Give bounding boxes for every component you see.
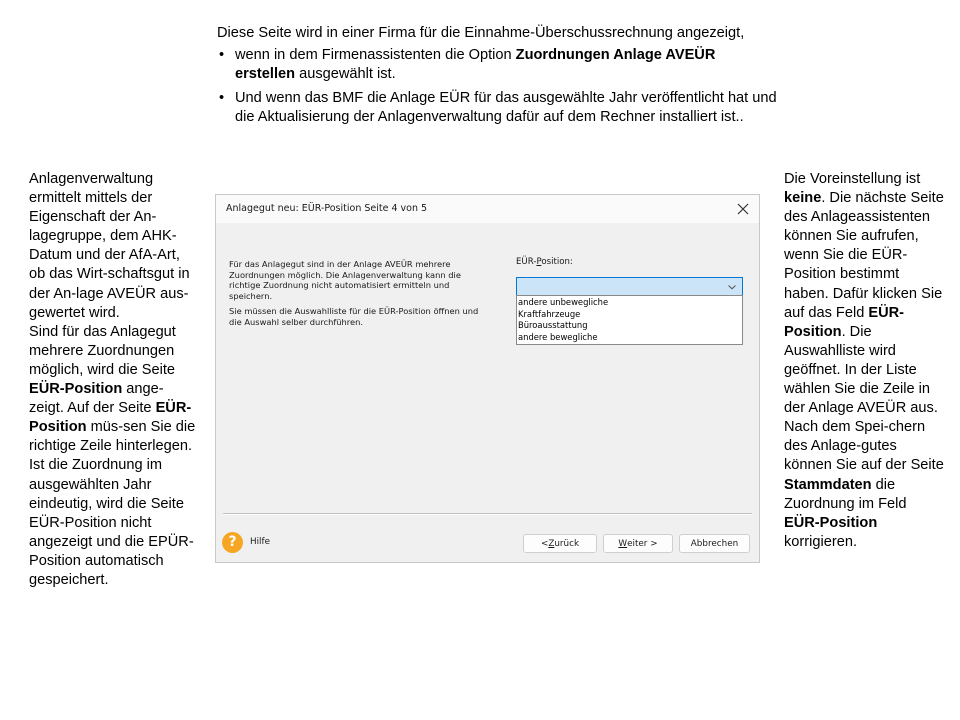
eur-position-label: [516, 257, 573, 267]
eur-position-dropdown-list: [516, 295, 743, 345]
right-note-bold: EÜR-Position: [784, 514, 878, 531]
right-note-bold: keine: [784, 190, 822, 207]
right-note-bold: Stammdaten: [784, 476, 872, 493]
left-note-bold: EÜR-Position: [29, 381, 123, 398]
footer-separator: [223, 513, 752, 515]
intro-bullet-list: [217, 46, 777, 127]
right-note: [784, 170, 944, 552]
bullet-icon: •: [219, 90, 225, 106]
bullet-1-option-name: Zuordnungen Anlage AVEÜR erstellen: [235, 47, 716, 82]
back-button[interactable]: [523, 534, 597, 553]
bullet-1-text-pre: wenn in dem Firmenassistenten die Option: [235, 47, 516, 63]
dialog-title: Anlagegut neu: EÜR-Position Seite 4 von 5: [226, 203, 428, 214]
dialog-description: [229, 259, 489, 333]
right-note-text: . Die Auswahlliste wird geöffnet. In der Liste wählen Sie die Zeile in der Anlage AVEÜR aus.: [784, 323, 938, 417]
bullet-2-text: Und wenn das BMF die Anlage EÜR für das ausgewählte Jahr veröffentlicht hat und die Aktualisierung der Anlagenverwaltung dafür auf dem Rechner installiert ist..: [235, 90, 777, 125]
dropdown-option[interactable]: andere bewegliche: [518, 332, 598, 343]
dropdown-option[interactable]: Kraftfahrzeuge: [518, 308, 581, 319]
right-note-p2: [784, 418, 944, 552]
chevron-down-icon: [727, 282, 737, 292]
intro-bullet-2: [217, 89, 777, 127]
dropdown-option[interactable]: Büroausstattung: [518, 320, 588, 331]
help-link[interactable]: [222, 531, 270, 553]
button-accelerator: W: [618, 538, 628, 549]
right-note-text: die Zuordnung im Feld: [784, 476, 907, 512]
left-note-text: ange-zeigt. Auf der Seite: [29, 381, 164, 417]
right-note-text: Die Voreinstellung ist: [784, 171, 921, 187]
help-label: Hilfe: [250, 537, 271, 547]
button-accelerator: Z: [548, 538, 555, 549]
left-note-text: müs-sen Sie die richtige Zeile hinterlegen. Ist die Zuordnung im ausgewählten Jahr eindeutig, wird die Seite EÜR-Position nicht angezeigt und die EPÜR-Position automatisch gespeichert.: [29, 419, 196, 588]
right-note-bold: EÜR-Position: [784, 304, 905, 340]
dropdown-option[interactable]: andere unbewegliche: [518, 297, 609, 307]
left-note-p2: [29, 323, 197, 590]
intro-bullet-1: [217, 46, 777, 84]
left-note-bold: EÜR-Position: [29, 400, 192, 436]
cancel-button[interactable]: Abbrechen: [679, 534, 750, 553]
right-note-text: korrigieren.: [784, 533, 857, 550]
button-text: eiter >: [627, 538, 658, 549]
dialog-description-p2: Sie müssen die Auswahlliste für die EÜR-Position öffnen und die Auswahl selber durchführen.: [229, 306, 479, 327]
left-note-text: Sind für das Anlagegut mehrere Zuordnungen möglich, wird die Seite: [29, 323, 176, 378]
left-note: [29, 170, 197, 590]
button-text: urück: [554, 538, 580, 549]
help-icon: ?: [222, 532, 243, 553]
eur-position-combobox[interactable]: [516, 277, 743, 296]
label-text: osition:: [541, 257, 573, 267]
right-note-text: Nach dem Spei-chern des Anlage-gutes können Sie auf der Seite: [784, 419, 944, 474]
button-text: <: [540, 538, 549, 549]
eur-position-dialog: [215, 194, 760, 563]
bullet-icon: •: [219, 47, 225, 63]
right-note-text: . Die nächste Seite des Anlageassistenten können Sie aufrufen, wenn Sie die EÜR-Position bestimmt haben. Dafür klicken Sie auf das Feld: [784, 190, 944, 321]
intro-text: [217, 24, 777, 132]
dialog-titlebar: [216, 195, 759, 223]
close-button[interactable]: [733, 199, 753, 219]
left-note-p1: Anlagenverwaltung ermittelt mittels der Eigenschaft der An-lagegruppe, dem AHK-Datum und der AfA-Art, ob das Wirt-schaftsgut in der An-lage AVEÜR aus-gewertet wird.: [29, 171, 190, 321]
next-button[interactable]: [603, 534, 673, 553]
intro-line: Diese Seite wird in einer Firma für die Einnahme-Überschussrechnung angezeigt,: [217, 25, 745, 41]
close-icon: [733, 199, 753, 219]
dialog-description-p1: Für das Anlagegut sind in der Anlage AVEÜR mehrere Zuordnungen möglich. Die Anlagenverwaltung kann die richtige Zuordnung nicht automatisiert ermitteln und speichern.: [229, 259, 461, 301]
label-text: EÜR-: [516, 257, 537, 267]
label-accelerator: P: [536, 257, 542, 267]
bullet-1-text-post: ausgewählt ist.: [295, 66, 396, 82]
right-note-p1: [784, 170, 944, 418]
